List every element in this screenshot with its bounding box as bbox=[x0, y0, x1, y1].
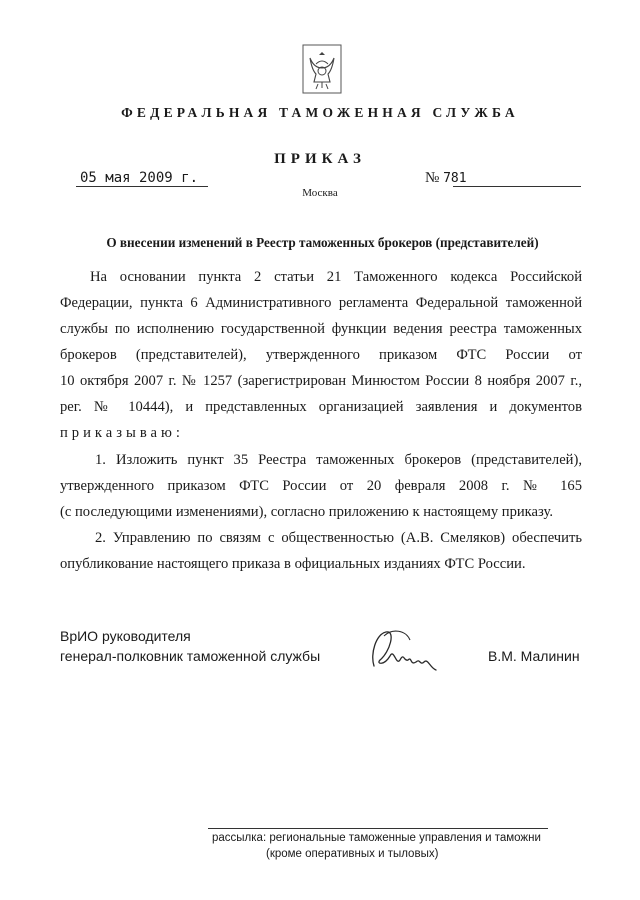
distribution-line-1: рассылка: региональные таможенные управления и таможни bbox=[212, 832, 541, 844]
agency-name: ФЕДЕРАЛЬНАЯ ТАМОЖЕННАЯ СЛУЖБА bbox=[121, 105, 519, 120]
distribution-line-2: (кроме оперативных и тыловых) bbox=[266, 848, 439, 860]
signatory-position bbox=[60, 626, 320, 666]
city: Москва bbox=[302, 187, 338, 199]
order-number bbox=[425, 170, 467, 187]
handwritten-signature bbox=[366, 626, 440, 676]
item-1-line: (с последующими изменениями), согласно приложению к настоящему приказу. bbox=[60, 504, 553, 520]
number-label: № bbox=[425, 170, 440, 186]
document-type: ПРИКАЗ bbox=[274, 151, 366, 167]
position-line-2: генерал-полковник таможенной службы bbox=[60, 648, 321, 664]
order-subject: О внесении изменений в Реестр таможенных брокеров (представителей) bbox=[106, 235, 539, 250]
item-1-line: утвержденного приказом ФТС России от 20 февраля 2008 г. № 165 bbox=[60, 478, 582, 494]
distribution-divider bbox=[208, 828, 548, 829]
number-value: 781 bbox=[443, 171, 467, 186]
item-1-line: 1. Изложить пункт 35 Реестра таможенных брокеров (представителей), bbox=[95, 452, 582, 468]
paragraph-line: 10 октября 2007 г. № 1257 (зарегистрирован Минюстом России 8 ноября 2007 г., bbox=[60, 373, 582, 389]
item-2-line: опубликование настоящего приказа в официальных изданиях ФТС России. bbox=[60, 556, 526, 572]
paragraph-line: брокеров (представителей), утвержденного приказом ФТС России от bbox=[60, 347, 582, 363]
paragraph-line: службы по исполнению государственной функции ведения реестра таможенных bbox=[60, 321, 582, 337]
position-line-1: ВрИО руководителя bbox=[60, 628, 191, 644]
item-2-line: 2. Управлению по связям с общественностью (А.В. Смеляков) обеспечить bbox=[95, 530, 582, 546]
order-date: 05 мая 2009 г. bbox=[80, 170, 199, 186]
paragraph-line: Федерации, пункта 6 Административного регламента Федеральной таможенной bbox=[60, 295, 582, 311]
paragraph-line: рег. № 10444), и представленных организацией заявления и документов bbox=[60, 399, 582, 415]
paragraph-line: На основании пункта 2 статьи 21 Таможенного кодекса Российской bbox=[90, 269, 582, 285]
coat-of-arms-icon bbox=[302, 44, 342, 94]
signatory-name: В.М. Малинин bbox=[488, 648, 580, 664]
paragraph-line: приказываю: bbox=[60, 425, 184, 441]
